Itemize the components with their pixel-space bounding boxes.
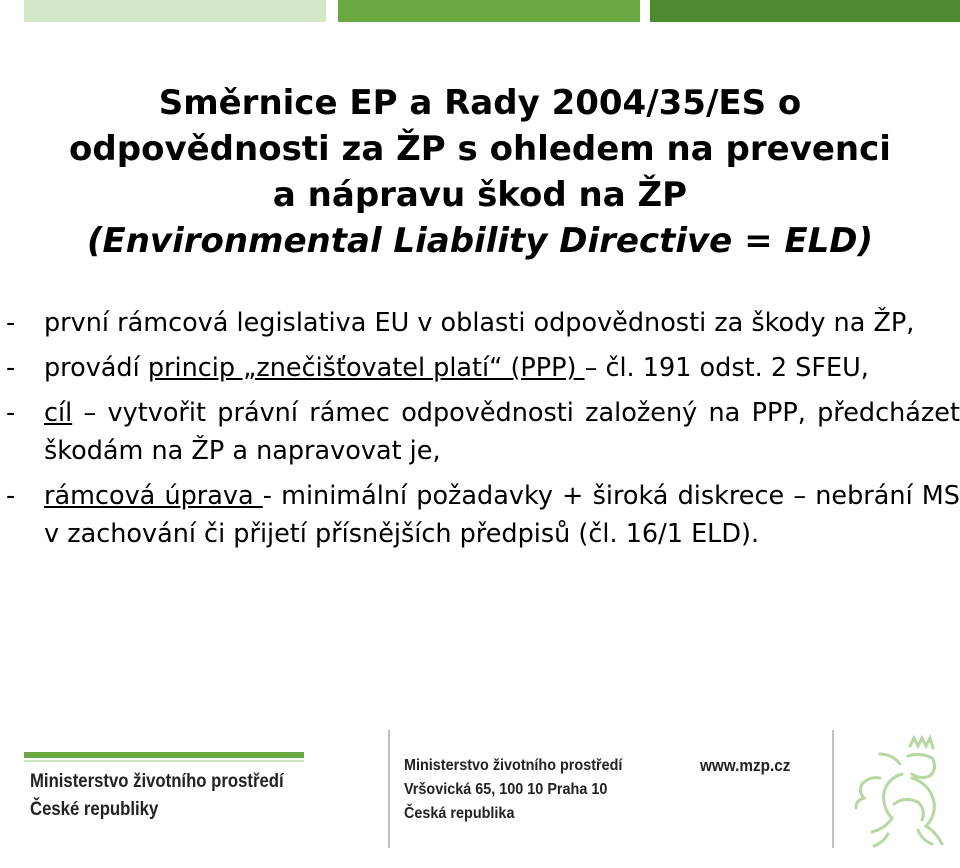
website-text: www.mzp.cz (700, 756, 791, 775)
goal-underlined: cíl (44, 398, 73, 428)
bullet-item-2 (0, 349, 960, 387)
slide-title (0, 80, 960, 264)
title-line-4: (Environmental Liability Directive = ELD) (86, 221, 874, 261)
bullet-dash: - (6, 353, 16, 383)
header-bar-light (24, 0, 326, 22)
bullet-item-1 (0, 304, 960, 342)
ministry-logo-text (30, 768, 312, 824)
header-bar-green (338, 0, 640, 22)
bullet-text-pre: provádí (44, 353, 148, 383)
bullet-text-post: – vytvořit právní rámec odpovědnosti založený na PPP, předcházet škodám na ŽP a napravovat je, (44, 398, 960, 466)
footer (0, 730, 960, 868)
footer-divider (388, 730, 390, 848)
footer-divider (832, 730, 834, 848)
address-line-1: Ministerstvo životního prostředí (404, 757, 623, 774)
bullet-text (44, 477, 960, 553)
address-line-3: Česká republika (404, 805, 515, 822)
bullet-text (44, 394, 960, 470)
bullet-list (0, 304, 960, 560)
title-line-3: a nápravu škod na ŽP (272, 175, 688, 215)
ministry-address (404, 754, 622, 826)
title-line-2: odpovědnosti za ŽP s ohledem na prevenci (69, 129, 891, 169)
czech-lion-emblem-icon (852, 734, 952, 854)
bullet-text (44, 349, 960, 387)
brand-line-1: Ministerstvo životního prostředí (30, 771, 284, 792)
bullet-dash: - (6, 481, 16, 511)
address-line-2: Vršovická 65, 100 10 Praha 10 (404, 781, 608, 798)
bullet-dash: - (6, 398, 16, 428)
title-line-1: Směrnice EP a Rady 2004/35/ES o (158, 83, 802, 123)
header-bar-dark (650, 0, 960, 22)
framework-underlined: rámcová úprava (44, 481, 263, 511)
bullet-text: první rámcová legislativa EU v oblasti odpovědnosti za škody na ŽP, (44, 308, 915, 338)
bullet-text-post: - minimální požadavky + široká diskrece – nebrání MS v zachování či přijetí přísnějších předpisů (čl. 16/1 ELD). (44, 481, 960, 549)
bullet-item-4 (0, 477, 960, 553)
bullet-text-post: – čl. 191 odst. 2 SFEU, (584, 353, 869, 383)
footer-light-line (24, 760, 304, 762)
bullet-dash: - (6, 308, 16, 338)
footer-green-line (24, 752, 304, 758)
brand-line-2: České republiky (30, 799, 159, 820)
ppp-principle-underlined: princip „znečišťovatel platí“ (PPP) (147, 353, 585, 383)
bullet-item-3 (0, 394, 960, 470)
